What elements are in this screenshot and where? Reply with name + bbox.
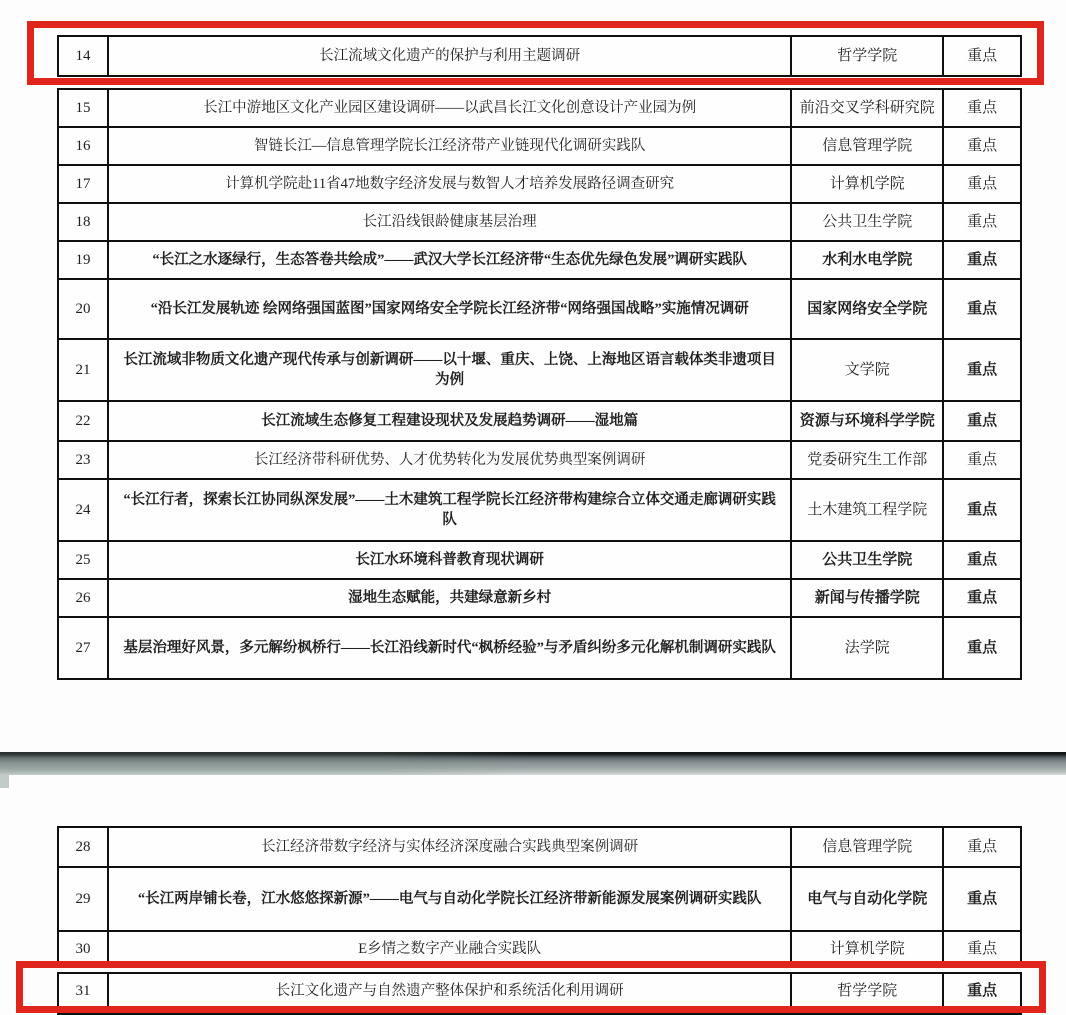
priority-cell-text: 重点 bbox=[967, 590, 998, 606]
priority-cell-text: 重点 bbox=[967, 983, 998, 999]
college-cell-text: 文学院 bbox=[844, 362, 890, 378]
row-number-cell bbox=[59, 542, 107, 578]
priority-cell-text: 重点 bbox=[967, 48, 998, 64]
project-title-cell-text: 长江经济带数字经济与实体经济深度融合实践典型案例调研 bbox=[261, 839, 639, 855]
project-title-cell-text: 长江沿线银龄健康基层治理 bbox=[362, 214, 537, 230]
priority-cell-text: 重点 bbox=[967, 252, 998, 268]
row-number-cell bbox=[59, 402, 107, 440]
project-title-cell bbox=[107, 828, 791, 866]
project-title-cell-text: “长江之水逐绿行，生态答卷共绘成”——武汉大学长江经济带“生态优先绿色发展”调研实践队 bbox=[152, 252, 747, 268]
project-title-cell-text: “沿长江发展轨迹 绘网络强国蓝图”国家网络安全学院长江经济带“网络强国战略”实施情况调研 bbox=[150, 301, 749, 317]
project-title-cell bbox=[107, 480, 791, 540]
college-cell-text: 计算机学院 bbox=[829, 941, 905, 957]
priority-cell-text: 重点 bbox=[967, 301, 998, 317]
row-number-cell bbox=[59, 868, 107, 930]
project-title-cell bbox=[107, 618, 791, 678]
table-row bbox=[57, 616, 1022, 680]
row-number-cell bbox=[59, 618, 107, 678]
priority-cell bbox=[942, 402, 1020, 440]
project-title-cell-text: 基层治理好风景，多元解纷枫桥行——长江沿线新时代“枫桥经验”与矛盾纠纷多元化解机制调研实践队 bbox=[123, 640, 776, 656]
table-row-highlighted bbox=[57, 35, 1022, 77]
row-number-cell-text: 29 bbox=[75, 891, 91, 907]
priority-cell bbox=[942, 280, 1020, 338]
priority-cell bbox=[942, 37, 1020, 75]
row-number-cell bbox=[59, 242, 107, 278]
priority-cell bbox=[942, 204, 1020, 240]
college-cell bbox=[790, 618, 942, 678]
college-cell bbox=[790, 128, 942, 164]
table-row bbox=[57, 930, 1022, 968]
project-title-cell-text: 智链长江—信息管理学院长江经济带产业链现代化调研实践队 bbox=[253, 138, 646, 154]
row-number-cell-text: 30 bbox=[75, 941, 91, 957]
priority-cell bbox=[942, 618, 1020, 678]
row-number-cell-text: 24 bbox=[75, 502, 91, 518]
priority-cell-text: 重点 bbox=[967, 100, 998, 116]
college-cell bbox=[790, 280, 942, 338]
project-title-cell-text: “长江行者，探索长江协同纵深发展”——土木建筑工程学院长江经济带构建综合立体交通走廊调研实践队 bbox=[123, 492, 776, 528]
college-cell bbox=[790, 480, 942, 540]
table-row bbox=[57, 164, 1022, 204]
priority-cell bbox=[942, 128, 1020, 164]
project-title-cell-text: 长江文化遗产与自然遗产整体保护和系统活化利用调研 bbox=[275, 983, 624, 999]
project-title-cell-text: 长江流域非物质文化遗产现代传承与创新调研——以十堰、重庆、上饶、上海地区语言载体类非遗项目为例 bbox=[123, 352, 776, 388]
table-row bbox=[57, 440, 1022, 480]
project-title-cell-text: 长江中游地区文化产业园区建设调研——以武昌长江文化创意设计产业园为例 bbox=[203, 100, 697, 116]
college-cell-text: 新闻与传播学院 bbox=[814, 590, 920, 606]
college-cell bbox=[790, 932, 942, 966]
college-cell bbox=[790, 242, 942, 278]
table-row bbox=[57, 338, 1022, 402]
priority-cell-text: 重点 bbox=[967, 839, 998, 855]
project-title-cell bbox=[107, 90, 791, 126]
table-row bbox=[57, 866, 1022, 932]
row-number-cell bbox=[59, 480, 107, 540]
table-upper bbox=[57, 88, 1022, 680]
row-number-cell bbox=[59, 204, 107, 240]
priority-cell-text: 重点 bbox=[967, 413, 998, 429]
table-row bbox=[57, 826, 1022, 868]
priority-cell-text: 重点 bbox=[967, 891, 998, 907]
table-row bbox=[57, 278, 1022, 340]
priority-cell bbox=[942, 828, 1020, 866]
row-number-cell-text: 28 bbox=[75, 839, 91, 855]
college-cell bbox=[790, 974, 942, 1008]
project-title-cell bbox=[107, 166, 791, 202]
priority-cell bbox=[942, 932, 1020, 966]
project-title-cell-text: 计算机学院赴11省47地数字经济发展与数智人才培养发展路径调查研究 bbox=[225, 176, 675, 192]
row-number-cell-text: 31 bbox=[75, 983, 91, 999]
project-title-cell bbox=[107, 974, 791, 1008]
college-cell-text: 哲学学院 bbox=[837, 48, 898, 64]
table-row bbox=[57, 578, 1022, 618]
table-lower bbox=[57, 826, 1022, 968]
priority-cell-text: 重点 bbox=[967, 214, 998, 230]
page-divider-bar bbox=[0, 752, 1066, 775]
college-cell bbox=[790, 542, 942, 578]
project-title-cell-text: E乡情之数字产业融合实践队 bbox=[358, 941, 542, 957]
college-cell-text: 土木建筑工程学院 bbox=[807, 502, 928, 518]
college-cell bbox=[790, 340, 942, 400]
table-row bbox=[57, 240, 1022, 280]
college-cell-text: 计算机学院 bbox=[829, 176, 905, 192]
priority-cell-text: 重点 bbox=[967, 941, 998, 957]
college-cell-text: 信息管理学院 bbox=[822, 839, 913, 855]
college-cell bbox=[790, 90, 942, 126]
priority-cell bbox=[942, 542, 1020, 578]
priority-cell bbox=[942, 974, 1020, 1008]
college-cell bbox=[790, 580, 942, 616]
row-number-cell-text: 23 bbox=[75, 452, 91, 468]
priority-cell-text: 重点 bbox=[967, 640, 998, 656]
priority-cell-text: 重点 bbox=[967, 362, 998, 378]
project-title-cell-text: 长江流域文化遗产的保护与利用主题调研 bbox=[319, 48, 581, 64]
table-row-31-block bbox=[57, 972, 1022, 1010]
college-cell-text: 国家网络安全学院 bbox=[807, 301, 928, 317]
project-title-cell bbox=[107, 204, 791, 240]
college-cell-text: 法学院 bbox=[844, 640, 890, 656]
project-title-cell bbox=[107, 580, 791, 616]
row-number-cell-text: 21 bbox=[75, 362, 91, 378]
row-number-cell-text: 20 bbox=[75, 301, 91, 317]
row-number-cell-text: 27 bbox=[75, 640, 91, 656]
priority-cell-text: 重点 bbox=[967, 502, 998, 518]
row-number-cell bbox=[59, 974, 107, 1008]
priority-cell bbox=[942, 580, 1020, 616]
table-row bbox=[57, 540, 1022, 580]
priority-cell-text: 重点 bbox=[967, 176, 998, 192]
priority-cell-text: 重点 bbox=[967, 138, 998, 154]
row-number-cell bbox=[59, 932, 107, 966]
priority-cell bbox=[942, 90, 1020, 126]
project-title-cell bbox=[107, 442, 791, 478]
project-title-cell-text: “长江两岸铺长卷，江水悠悠探新源”——电气与自动化学院长江经济带新能源发展案例调研实践队 bbox=[137, 891, 762, 907]
project-title-cell-text: 长江水环境科普教育现状调研 bbox=[355, 552, 544, 568]
project-title-cell bbox=[107, 280, 791, 338]
table-row bbox=[57, 126, 1022, 166]
row-number-cell-text: 18 bbox=[75, 214, 91, 230]
row-number-cell-text: 25 bbox=[75, 552, 91, 568]
project-title-cell bbox=[107, 37, 791, 75]
priority-cell bbox=[942, 242, 1020, 278]
row-number-cell-text: 16 bbox=[75, 138, 91, 154]
page-divider-left-tab bbox=[0, 775, 9, 788]
priority-cell bbox=[942, 480, 1020, 540]
row-number-cell-text: 26 bbox=[75, 590, 91, 606]
row-number-cell bbox=[59, 442, 107, 478]
college-cell bbox=[790, 828, 942, 866]
college-cell bbox=[790, 37, 942, 75]
college-cell-text: 公共卫生学院 bbox=[822, 214, 913, 230]
project-title-cell bbox=[107, 340, 791, 400]
project-title-cell bbox=[107, 932, 791, 966]
project-title-cell-text: 长江经济带科研优势、人才优势转化为发展优势典型案例调研 bbox=[253, 452, 646, 468]
college-cell bbox=[790, 204, 942, 240]
row-number-cell bbox=[59, 128, 107, 164]
row-number-cell-text: 14 bbox=[75, 48, 91, 64]
college-cell-text: 电气与自动化学院 bbox=[807, 891, 928, 907]
table-row-highlighted bbox=[57, 972, 1022, 1010]
priority-cell-text: 重点 bbox=[967, 452, 998, 468]
project-title-cell bbox=[107, 242, 791, 278]
table-row bbox=[57, 400, 1022, 442]
row-number-cell-text: 15 bbox=[75, 100, 91, 116]
college-cell-text: 前沿交叉学科研究院 bbox=[799, 100, 935, 116]
college-cell-text: 党委研究生工作部 bbox=[807, 452, 928, 468]
college-cell bbox=[790, 402, 942, 440]
priority-cell bbox=[942, 442, 1020, 478]
project-title-cell-text: 长江流域生态修复工程建设现状及发展趋势调研——湿地篇 bbox=[261, 413, 639, 429]
row-number-cell bbox=[59, 90, 107, 126]
college-cell-text: 公共卫生学院 bbox=[822, 552, 913, 568]
priority-cell bbox=[942, 868, 1020, 930]
project-title-cell bbox=[107, 542, 791, 578]
project-title-cell bbox=[107, 402, 791, 440]
table-row bbox=[57, 202, 1022, 242]
college-cell bbox=[790, 166, 942, 202]
project-title-cell bbox=[107, 868, 791, 930]
college-cell-text: 信息管理学院 bbox=[822, 138, 913, 154]
row-number-cell-text: 19 bbox=[75, 252, 91, 268]
row-number-cell-text: 22 bbox=[75, 413, 91, 429]
row-number-cell bbox=[59, 580, 107, 616]
priority-cell bbox=[942, 166, 1020, 202]
table-row bbox=[57, 478, 1022, 542]
project-title-cell bbox=[107, 128, 791, 164]
row-number-cell bbox=[59, 37, 107, 75]
priority-cell bbox=[942, 340, 1020, 400]
college-cell-text: 资源与环境科学学院 bbox=[799, 413, 935, 429]
college-cell-text: 哲学学院 bbox=[837, 983, 898, 999]
row-number-cell bbox=[59, 280, 107, 338]
table-row-14-block bbox=[57, 35, 1022, 77]
row-number-cell-text: 17 bbox=[75, 176, 91, 192]
college-cell-text: 水利水电学院 bbox=[822, 252, 913, 268]
table-row bbox=[57, 88, 1022, 128]
row-number-cell bbox=[59, 166, 107, 202]
college-cell bbox=[790, 442, 942, 478]
row-number-cell bbox=[59, 340, 107, 400]
project-title-cell-text: 湿地生态赋能，共建绿意新乡村 bbox=[348, 590, 552, 606]
row-number-cell bbox=[59, 828, 107, 866]
college-cell bbox=[790, 868, 942, 930]
priority-cell-text: 重点 bbox=[967, 552, 998, 568]
